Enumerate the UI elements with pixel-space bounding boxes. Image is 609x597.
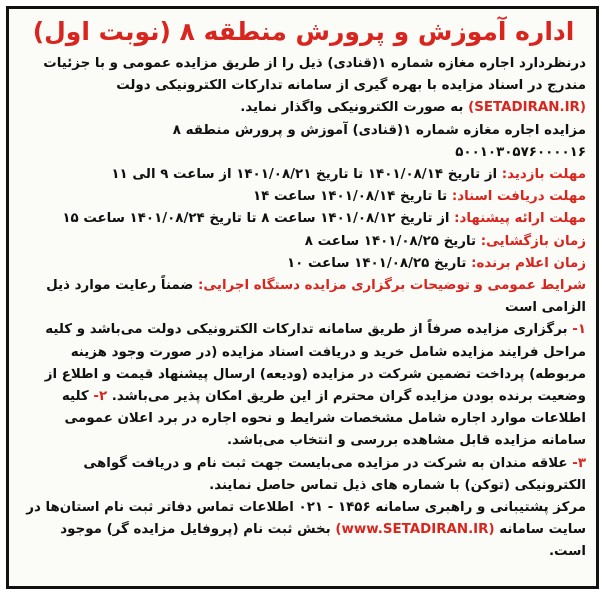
deadline-visit [21,164,586,186]
deadline-value: از تاریخ ۱۴۰۱/۰۸/۱۲ ساعت ۸ تا تاریخ ۱۴۰۱/۰۸/۲۴ ساعت ۱۵ [62,211,450,227]
condition-item-3: علاقه مندان به شرکت در مزایده می‌بایست جهت ثبت نام و دریافت گواهی الکترونیکی (توکن) با شماره های ذیل تماس حاصل نمایند. [83,455,586,493]
intro-paragraph [21,53,586,120]
condition-item-3-row: ۳- علاقه مندان به شرکت در مزایده می‌بایست جهت ثبت نام و دریافت گواهی الکترونیکی (توکن) با شماره های ذیل تماس حاصل نمایند. [83,455,586,493]
support-text: مرکز پشتیبانی و راهبری سامانه ۱۴۵۶ - ۰۲۱ اطلاعات تماس دفاتر ثبت نام استان‌ها در سایت سامانه [26,500,586,538]
winner-announcement [21,253,586,275]
deadline-value: از تاریخ ۱۴۰۱/۰۸/۱۴ تا تاریخ ۱۴۰۱/۰۸/۲۱ از ساعت ۹ الی ۱۱ [111,167,498,183]
condition-items: ۱- برگزاری مزایده صرفاً از طریق سامانه تدارکات الکترونیکی دولت می‌باشد و کلیه مراحل فرایند مزایده شامل خرید و دریافت اسناد مزایده (در صورت وجود هزینه مربوطه) پرداخت تضمین شرکت در مزایده (ودیعه) ارسال پیشنهاد قیمت و اطلاع از وضعیت برنده بودن مزایده گران محترم از این طریق امکان پذیر می‌باشد. ۲- کلیه اطلاعات موارد اجاره شامل مشخصات شرایط و نحوه اجاره در برد اعلان عمومی سامانه مزایده قابل مشاهده بررسی و انتخاب می‌باشد. [44,322,586,449]
support-site: (www.SETADIRAN.IR) [335,522,495,538]
tender-notice [6,6,599,589]
conditions-intro: ضمناً رعایت موارد ذیل الزامی است [46,278,586,316]
opening-time [21,231,586,253]
deadline-label: زمان اعلام برنده: [471,255,586,271]
deadline-offer [21,208,586,230]
deadline-label: مهلت ارائه پیشنهاد: [454,211,586,227]
setadiran-site: (SETADIRAN.IR) [468,100,586,116]
deadline-value: تا تاریخ ۱۴۰۱/۰۸/۱۴ ساعت ۱۴ [252,189,448,205]
deadline-label: زمان بازگشایی: [480,233,586,249]
deadline-value: تاریخ ۱۴۰۱/۰۸/۲۵ ساعت ۸ [304,233,477,249]
intro-text: درنظردارد اجاره مغازه شماره ۱(قنادی) ذیل را از طریق مزایده عمومی و با جزئیات مندرج در اسناد مزایده با بهره گیری از سامانه تدارکات الکترونیکی دولت [43,56,586,94]
condition-item-2: کلیه اطلاعات موارد اجاره شامل مشخصات شرایط و نحوه اجاره در برد اعلان عمومی سامانه مزایده قابل مشاهده بررسی و انتخاب می‌باشد. [61,389,586,449]
conditions-heading [21,275,586,319]
notice-title: اداره آموزش و پرورش منطقه ۸ (نوبت اول) [32,17,575,46]
auction-name: مزایده اجاره مغازه شماره ۱(قنادی) آموزش و پرورش منطقه ۸ [172,122,586,138]
deadline-label: مهلت دریافت اسناد: [451,189,586,205]
auction-number: ۵۰۰۱۰۳۰۵۷۶۰۰۰۰۱۶ [455,144,586,160]
support-paragraph [21,497,586,564]
conditions-label: شرایط عمومی و توضیحات برگزاری مزایده دستگاه اجرایی: [198,278,586,294]
intro-text-end: به صورت الکترونیکی واگذار نماید. [240,100,464,116]
condition-item-1: برگزاری مزایده صرفاً از طریق سامانه تدارکات الکترونیکی دولت می‌باشد و کلیه مراحل فرایند مزایده شامل خرید و دریافت اسناد مزایده (در صورت وجود هزینه مربوطه) پرداخت تضمین شرکت در مزایده (ودیعه) ارسال پیشنهاد قیمت و اطلاع از وضعیت برنده بودن مزایده گران محترم از این طریق امکان پذیر می‌باشد. [44,322,586,405]
deadline-documents [21,186,586,208]
support-text-end: بخش ثبت نام (پروفایل مزایده گر) موجود است. [60,522,586,560]
deadline-value: تاریخ ۱۴۰۱/۰۸/۲۵ ساعت ۱۰ [286,255,467,271]
deadline-label: مهلت بازدید: [501,167,586,183]
